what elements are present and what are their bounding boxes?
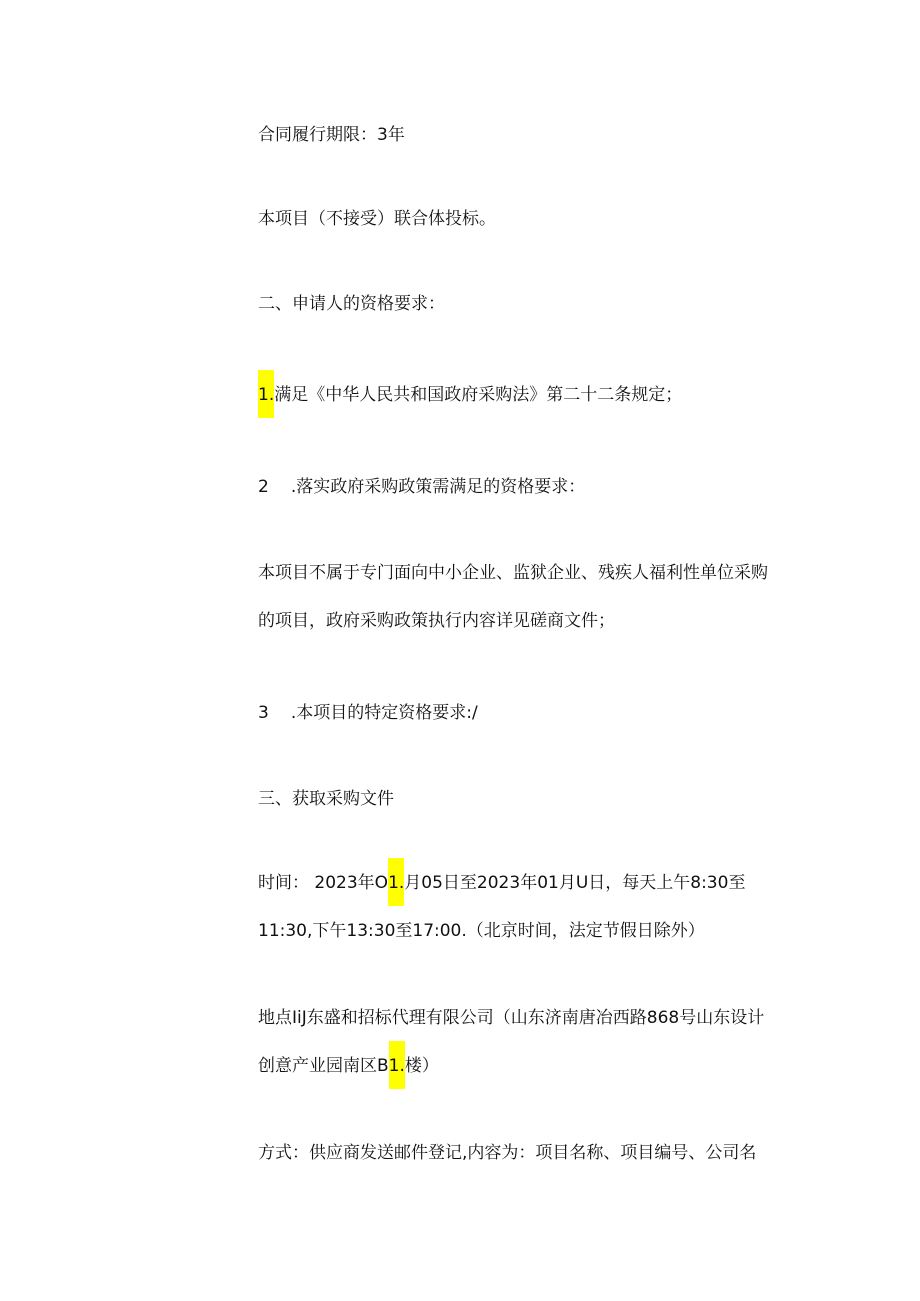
place-line-2-prefix: 创意产业园南区B [258,1056,389,1076]
requirement-2-detail-line-1 [258,562,768,584]
requirement-2-detail-text-2: 的项目，政府采购政策执行内容详见磋商文件； [258,611,615,631]
time-line-2-text: 11:30,下午13:30至17:00.（北京时间，法定节假日除外） [258,921,705,941]
requirement-2-text: .落实政府采购政策需满足的资格要求： [290,477,586,497]
requirement-2-detail-text-1: 本项目不属于专门面向中小企业、监狱企业、残疾人福利性单位采购 [258,563,768,583]
requirement-2-detail-line-2 [258,610,615,632]
requirement-2 [258,476,585,498]
requirement-1-text: 满足《中华人民共和国政府采购法》第二十二条规定； [274,385,683,405]
requirement-1 [258,384,682,406]
requirement-3 [258,702,478,724]
place-line-2 [258,1055,439,1077]
place-line-1 [258,1007,764,1029]
consortium-line [258,208,496,230]
time-line-1 [258,872,745,894]
requirement-3-text: .本项目的特定资格要求:/ [290,703,478,723]
method-text: 方式：供应商发送邮件登记,内容为：项目名称、项目编号、公司名 [258,1143,757,1163]
consortium-text: 本项目（不接受）联合体投标。 [258,209,496,229]
time-prefix: 时间： 2023年O [258,873,389,893]
time-line-2 [258,920,705,942]
requirement-1-number: 1. [258,370,274,418]
section2-title: 二、申请人的资格要求： [258,294,445,314]
requirement-3-number: 3 [258,703,269,723]
contract-period-text: 合同履行期限：3年 [258,125,405,145]
section2-heading [258,293,445,315]
section3-title: 三、获取采购文件 [258,789,394,809]
place-highlight: 1. [389,1041,405,1089]
place-line-1-text: 地点IiJ东盛和招标代理有限公司（山东济南唐冶西路868号山东设计 [258,1008,765,1028]
time-highlight: 1. [388,858,404,906]
contract-period-line [258,124,405,146]
place-line-2-suffix: 楼） [404,1056,439,1076]
section3-heading [258,788,394,810]
requirement-2-number: 2 [258,477,269,497]
time-suffix: 月05日至2023年01月U日，每天上午8:30至 [404,873,746,893]
method-line [258,1142,756,1164]
